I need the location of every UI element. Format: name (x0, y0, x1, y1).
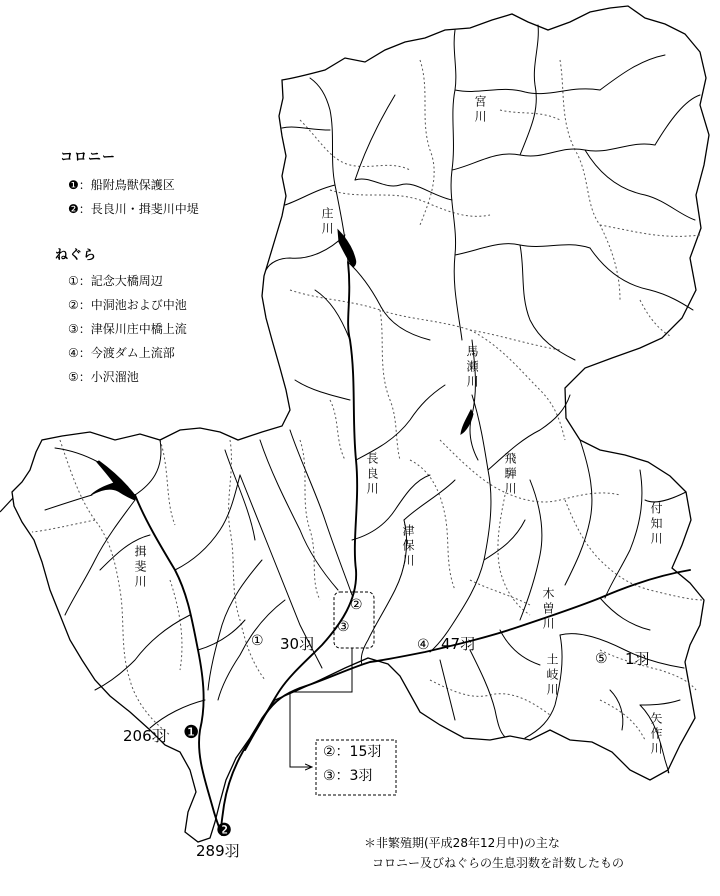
reservoir-shokawa (338, 230, 356, 267)
footnote-line-2: コロニー及びねぐらの生息羽数を計数したもの (372, 856, 625, 870)
reservoirs (91, 230, 473, 500)
inset-count-3: ③：3羽 (323, 768, 373, 784)
river-line (361, 520, 406, 665)
river-label-kisogawa: 木曽川 (541, 587, 555, 632)
prefecture-outline (12, 6, 709, 842)
river-line (266, 235, 345, 270)
roost-count-1: 30羽 (280, 635, 315, 653)
river-line (218, 600, 285, 700)
river-line (295, 380, 350, 400)
river-line (600, 55, 665, 90)
colony-count-1: 206羽 (123, 727, 167, 745)
river-line (355, 95, 395, 180)
river-label-tsubogawa: 津保川 (401, 524, 415, 569)
river-line (520, 25, 538, 155)
boundary-line (420, 60, 434, 225)
boundary-line (498, 495, 530, 615)
footnote-line-1: ＊非繁殖期(平成28年12月中)の主な (364, 836, 560, 850)
colony-marker-1: ❶ (183, 722, 200, 743)
river-line (282, 127, 330, 130)
river-line (175, 475, 240, 570)
boundary-line (300, 120, 410, 170)
legend-roost-4: ④：今渡ダム上流部 (68, 346, 175, 360)
boundary-line (500, 110, 560, 120)
river-line (500, 630, 540, 665)
river-line (565, 440, 592, 585)
river-line (290, 430, 352, 595)
river-label-ibigawa: 揖斐川 (133, 545, 147, 590)
river-line (655, 95, 700, 145)
boundary-line (470, 330, 565, 440)
river-line (404, 480, 455, 520)
boundary-lines (32, 60, 704, 743)
roost-marker-1: ① (251, 633, 264, 649)
river-line (585, 150, 695, 220)
river-label-shokawa: 庄川 (320, 207, 334, 237)
legend-colony-1: ❶：船附鳥獣保護区 (68, 178, 175, 192)
river-line (65, 500, 135, 615)
roost-marker-5: ⑤ (595, 651, 608, 667)
river-line (455, 244, 590, 255)
river-line (590, 248, 693, 310)
reservoir-tokuyama (91, 461, 135, 500)
river-line (452, 144, 655, 170)
roost-heading: ねぐら (55, 248, 98, 263)
boundary-line (430, 680, 550, 715)
river-label-mazegawa: 馬瀬川 (465, 345, 479, 390)
river-line (198, 620, 245, 650)
river-line (135, 440, 161, 495)
river-line (455, 89, 600, 94)
boundary-line (440, 440, 620, 502)
legend-roost-1: ①：記念大橋周辺 (68, 274, 163, 288)
river-line (285, 185, 335, 205)
colony-heading: コロニー (60, 150, 117, 165)
river-line (640, 700, 680, 705)
river-line (95, 615, 190, 690)
outline-extension (0, 498, 13, 512)
river-line (260, 440, 338, 590)
river-line (520, 245, 575, 360)
river-line (355, 179, 452, 200)
river-line (484, 520, 525, 560)
boundary-line (330, 190, 490, 216)
colony-count-2: 289羽 (196, 842, 240, 860)
river-line (451, 30, 462, 340)
river-label-tsukechigawa: 付知川 (649, 502, 663, 547)
colony-marker-2: ❷ (216, 820, 233, 841)
legend-roost-2: ②：中洞池および中池 (68, 298, 187, 312)
river-line (352, 475, 430, 540)
boundary-line (160, 440, 175, 525)
boundary-line (290, 290, 560, 350)
river-label-hidagawa: 飛騨川 (503, 452, 517, 497)
river-label-tokigawa: 土岐川 (545, 653, 559, 698)
river-label-nagaragawa: 長良川 (365, 452, 379, 497)
river-label-miyagawa: 宮川 (473, 95, 487, 125)
river-line (560, 634, 684, 668)
boundary-line (330, 400, 345, 460)
legend-roost-5: ⑤：小沢溜池 (68, 370, 139, 384)
river-line (440, 660, 455, 720)
river-line (45, 495, 92, 510)
river-line (488, 395, 570, 470)
river-line (600, 598, 650, 630)
roost-marker-4: ④ (417, 637, 430, 653)
legend-colony-2: ❷：長良川・揖斐川中堤 (68, 202, 199, 216)
roost-count-5: 1羽 (625, 650, 650, 668)
river-line (610, 690, 623, 730)
river-line (645, 492, 686, 502)
river-line (520, 480, 542, 620)
river-line (315, 290, 350, 340)
roost-marker-3: ③ (337, 619, 350, 635)
reservoir-maze (461, 410, 473, 434)
river-line (348, 262, 430, 340)
ibi-river-line (135, 495, 222, 835)
boundary-line (600, 225, 700, 236)
boundary-line (32, 520, 95, 532)
roost-count-4: 47羽 (441, 635, 476, 653)
boundary-line (640, 300, 670, 336)
river-line (356, 385, 445, 460)
legend-roost-3: ③：津保川庄中橋上流 (68, 322, 187, 336)
river-label-yahagigawa: 矢作川 (649, 712, 663, 757)
river-line (208, 560, 262, 690)
inset-count-2: ②：15羽 (323, 744, 382, 760)
river-line (430, 395, 491, 652)
boundary-line (410, 460, 455, 590)
boundary-line (470, 580, 530, 605)
river-line (55, 448, 98, 462)
roost-marker-2: ② (350, 597, 363, 613)
boundary-line (380, 310, 400, 460)
